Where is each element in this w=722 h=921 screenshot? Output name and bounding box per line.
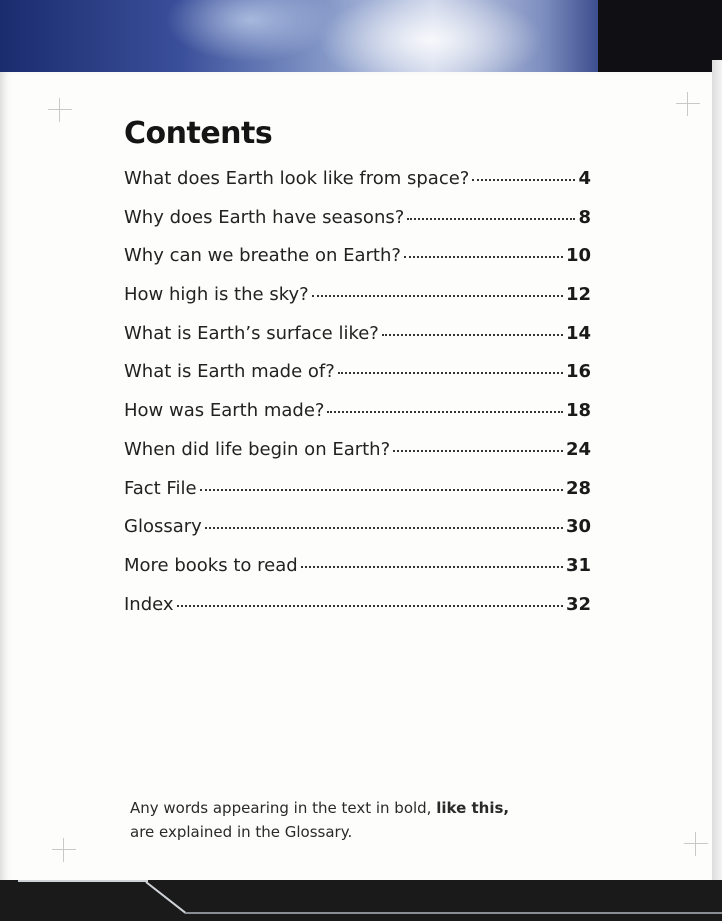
toc-entry-label: How was Earth made? [124, 400, 325, 422]
toc-entry-label: Fact File [124, 477, 197, 499]
toc-entry-page: 8 [578, 206, 591, 228]
toc-entry-page: 16 [565, 361, 591, 383]
toc-entry[interactable] [124, 245, 591, 284]
toc-entry[interactable] [124, 594, 591, 633]
banner-dark-corner [598, 0, 722, 72]
toc-dot-leader [338, 372, 563, 374]
toc-dot-leader [327, 411, 562, 413]
toc-entry[interactable] [124, 478, 591, 517]
toc-entry-page: 32 [565, 593, 591, 615]
toc-dot-leader [472, 179, 575, 181]
toc-entry[interactable] [124, 439, 591, 478]
toc-dot-leader [177, 605, 563, 607]
toc-entry[interactable] [124, 555, 591, 594]
toc-entry-label: What does Earth look like from space? [124, 168, 470, 189]
toc-dot-leader [407, 218, 575, 220]
toc-dot-leader [382, 334, 563, 336]
crop-mark-icon [684, 832, 708, 856]
toc-entry-label: Why can we breathe on Earth? [124, 245, 401, 267]
toc-entry-page: 24 [565, 438, 591, 460]
toc-entry-label: What is Earth’s surface like? [124, 322, 379, 344]
crop-mark-icon [676, 92, 700, 116]
toc-entry-label: How high is the sky? [124, 284, 309, 306]
toc-entry-label: Index [124, 593, 174, 615]
decorative-line [185, 912, 722, 914]
glossary-note-bold-example: like this, [436, 799, 510, 817]
toc-dot-leader [404, 256, 563, 258]
glossary-note-text: are explained in the Glossary. [130, 823, 353, 841]
toc-entry-label: When did life begin on Earth? [124, 438, 391, 460]
toc-dot-leader [200, 489, 563, 491]
decorative-line [18, 880, 148, 882]
toc-entry-page: 18 [565, 400, 591, 422]
toc-entry-label: Why does Earth have seasons? [124, 206, 405, 228]
toc-dot-leader [301, 566, 563, 568]
crop-mark-icon [52, 838, 76, 862]
toc-entry-label: What is Earth made of? [124, 361, 335, 383]
toc-entry-page: 31 [565, 554, 591, 576]
table-of-contents [124, 168, 591, 632]
toc-entry[interactable] [124, 516, 591, 555]
toc-entry[interactable] [124, 284, 591, 323]
toc-entry-page: 28 [565, 477, 591, 499]
toc-dot-leader [205, 527, 563, 529]
toc-entry-page: 14 [565, 322, 591, 344]
bottom-dark-strip [0, 880, 722, 921]
toc-entry-page: 12 [565, 284, 591, 306]
toc-entry-page: 10 [565, 245, 591, 267]
toc-dot-leader [393, 450, 563, 452]
toc-entry-label: Glossary [124, 516, 202, 538]
toc-entry[interactable] [124, 400, 591, 439]
toc-entry[interactable] [124, 323, 591, 362]
toc-entry-label: More books to read [124, 554, 298, 576]
toc-entry[interactable] [124, 168, 591, 207]
toc-entry-page: 30 [565, 516, 591, 538]
glossary-note-text: Any words appearing in the text in bold, [130, 799, 437, 817]
page-edge [712, 60, 722, 890]
crop-mark-icon [48, 98, 72, 122]
toc-entry-page: 4 [578, 168, 591, 189]
toc-entry[interactable] [124, 207, 591, 246]
page-title: Contents [124, 116, 273, 151]
toc-dot-leader [312, 295, 563, 297]
toc-entry[interactable] [124, 361, 591, 400]
glossary-note [130, 796, 570, 844]
